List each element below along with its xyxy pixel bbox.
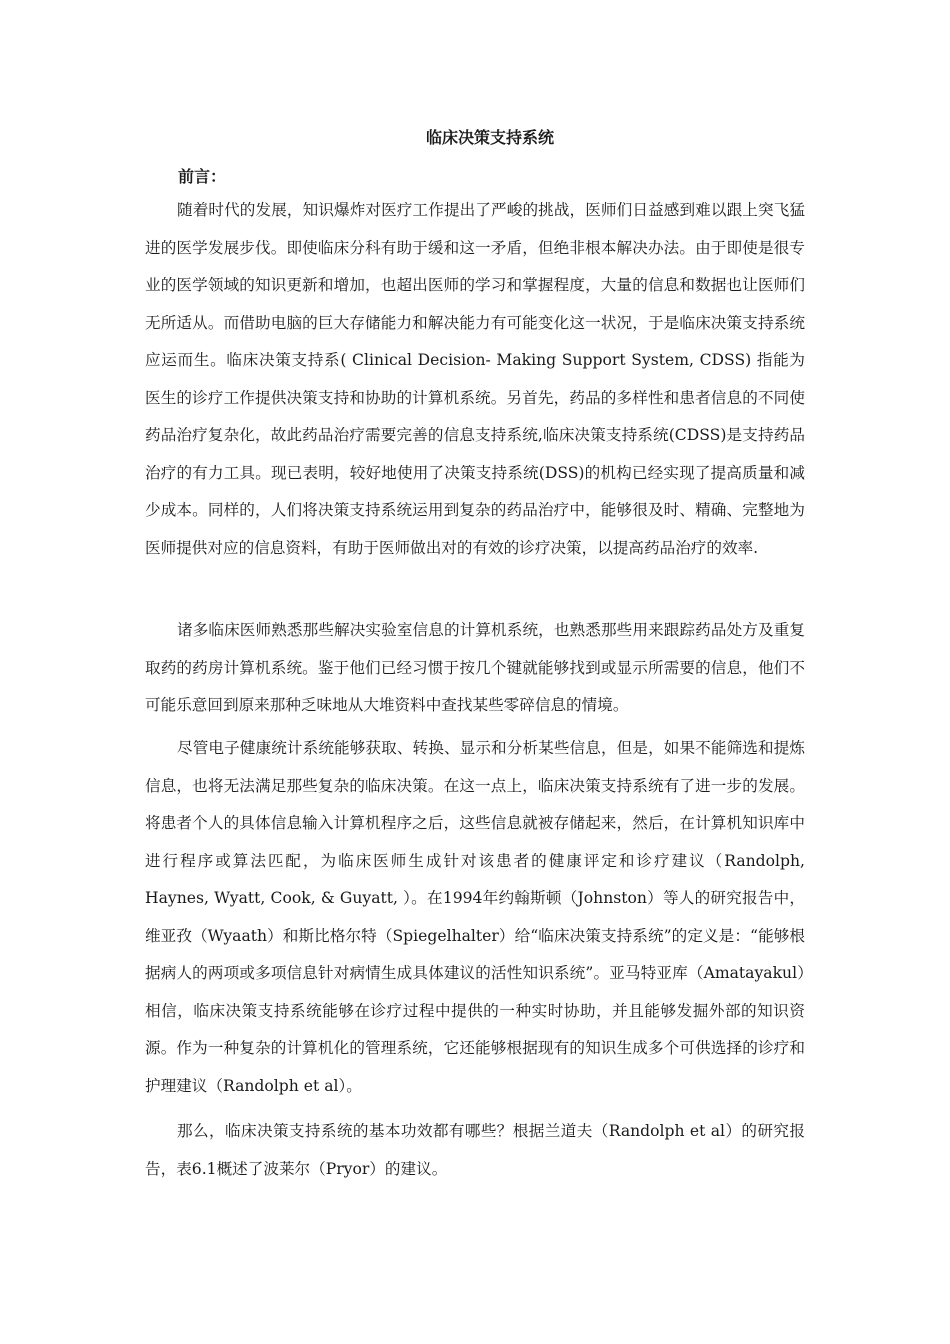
paragraph-basic-functions: 那么，临床决策支持系统的基本功效都有哪些？根据兰道夫（Randolph et al）的研究报告，表6.1概述了波莱尔（Pryor）的建议。 — [145, 1122, 805, 1178]
document-title: 临床决策支持系统 — [425, 128, 554, 147]
paragraph-ehr-definition: 尽管电子健康统计系统能够获取、转换、显示和分析某些信息，但是，如果不能筛选和提炼信息，也将无法满足那些复杂的临床决策。在这一点上，临床决策支持系统有了进一步的发展。将患者个人的具体信息输入计算机程序之后，这些信息就被存储起来，然后，在计算机知识库中进行程序或算法匹配，为临床医师生成针对该患者的健康评定和诊疗建议（Randolph, Haynes, Wyatt, Cook, & Guyatt, ）。在1994年约翰斯顿（Johnston）等人的研究报告中，维亚孜（Wyaath）和斯比格尔特（Spiegelhalter）给“临床决策支持系统”的定义是：“能够根据病人的两项或多项信息针对病情生成具体建议的活性知识系统”。亚马特亚库（Amatayakul）相信，临床决策支持系统能够在诊疗过程中提供的一种实时协助，并且能够发掘外部的知识资源。作为一种复杂的计算机化的管理系统，它还能够根据现有的知识生成多个可供选择的诊疗和护理建议（Randolph et al）。 — [145, 739, 805, 1095]
paragraph-lab-systems: 诸多临床医师熟悉那些解决实验室信息的计算机系统，也熟悉那些用来跟踪药品处方及重复取药的药房计算机系统。鉴于他们已经习惯于按几个键就能够找到或显示所需要的信息，他们不可能乐意回到原来那种乏味地从大堆资料中查找某些零碎信息的情境。 — [145, 621, 805, 714]
paragraph-intro: 随着时代的发展，知识爆炸对医疗工作提出了严峻的挑战，医师们日益感到难以跟上突飞猛进的医学发展步伐。即使临床分科有助于缓和这一矛盾，但绝非根本解决办法。由于即使是很专业的医学领域的知识更新和增加，也超出医师的学习和掌握程度，大量的信息和数据也让医师们无所适从。而借助电脑的巨大存储能力和解决能力有可能变化这一状况，于是临床决策支持系统应运而生。临床决策支持系( Clinical Decision- Making Support System, CDSS) 指能为医生的诊疗工作提供决策支持和协助的计算机系统。另首先，药品的多样性和患者信息的不同使药品治疗复杂化，故此药品治疗需要完善的信息支持系统,临床决策支持系统(CDSS)是支持药品治疗的有力工具。现已表明，较好地使用了决策支持系统(DSS)的机构已经实现了提高质量和减少成本。同样的，人们将决策支持系统运用到复杂的药品治疗中，能够很及时、精确、完整地为医师提供对应的信息资料，有助于医师做出对的有效的诊疗决策，以提高药品治疗的效率. — [145, 201, 805, 557]
section-heading: 前言： — [178, 167, 227, 186]
